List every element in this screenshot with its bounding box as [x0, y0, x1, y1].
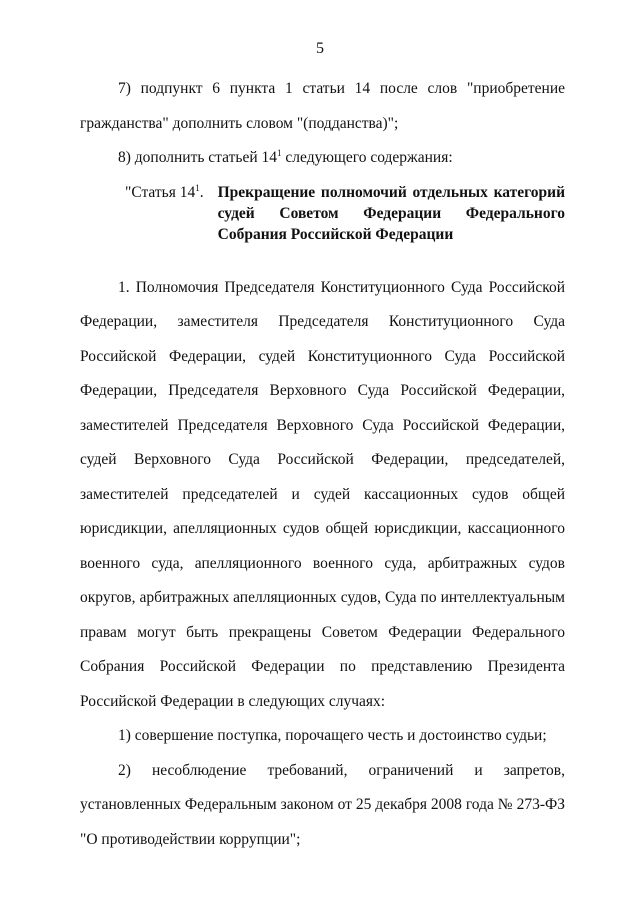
article-number-dot: .: [199, 183, 204, 201]
article-subitem-1: 1) совершение поступка, порочащего честь и достоинство судьи;: [118, 727, 547, 744]
amendment-item-8-superscript: 1: [277, 147, 282, 158]
article-number-text: "Статья 14: [125, 183, 196, 201]
article-title: Прекращение полномочий отдельных категорий судей Советом Федерации Федерального Собрания Российской Федерации: [217, 183, 565, 243]
page-number: 5: [316, 40, 324, 57]
article-subitem-2: 2) несоблюдение требований, ограничений и запретов, установленных Федеральным законом от 25 декабря 2008 года № 273-ФЗ "О противодействии коррупции";: [80, 761, 565, 848]
document-body: [80, 72, 565, 857]
article-heading: [80, 182, 565, 245]
amendment-item-8-suffix: следующего содержания:: [281, 149, 453, 166]
article-paragraph-1: 1. Полномочия Председателя Конституционного Суда Российской Федерации, заместителя Председателя Конституционного Суда Российской Федерации, судей Конституционного Суда Российской Федерации, Председателя Верховного Суда Российской Федерации, заместителей Председателя Верховного Суда Российской Федерации, судей Верховного Суда Российской Федерации, председателей, заместителей председателей и судей кассационных судов общей юрисдикции, апелляционных судов общей юрисдикции, кассационного военного суда, апелляционного военного суда, арбитражных судов округов, арбитражных апелляционных судов, Суда по интеллектуальным правам могут быть прекращены Советом Федерации Федерального Собрания Российской Федерации по представлению Президента Российской Федерации в следующих случаях:: [80, 278, 565, 710]
amendment-item-7: 7) подпункт 6 пункта 1 статьи 14 после слов "приобретение гражданства" дополнить словом "(подданства)";: [80, 80, 565, 132]
amendment-item-8-text: 8) дополнить статьей 14: [118, 149, 278, 166]
amendment-item-8: [80, 141, 565, 176]
article-number-superscript: 1: [195, 182, 200, 193]
article-number: [80, 182, 218, 245]
